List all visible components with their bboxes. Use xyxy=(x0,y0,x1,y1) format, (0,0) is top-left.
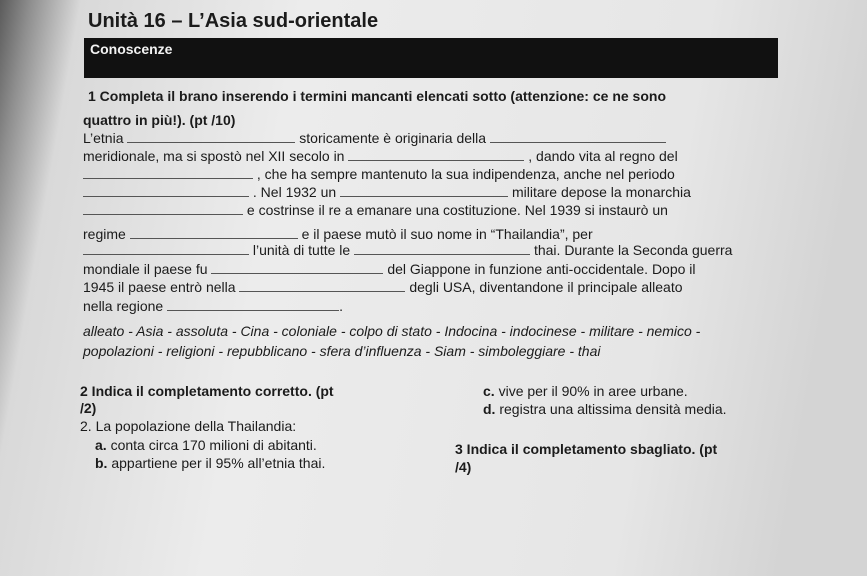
option-letter: d. xyxy=(483,401,496,417)
passage-line-2 xyxy=(83,148,678,164)
fill-blank[interactable] xyxy=(348,159,524,161)
ex2-question: 2. La popolazione della Thailandia: xyxy=(80,418,297,434)
passage-text: L’etnia xyxy=(83,130,124,146)
fill-blank[interactable] xyxy=(211,272,383,274)
passage-text: storicamente è originaria della xyxy=(299,130,487,146)
fill-blank[interactable] xyxy=(83,213,243,215)
passage-text: . xyxy=(339,298,343,314)
ex1-heading-line2: quattro in più!). (pt /10) xyxy=(83,112,236,128)
banner-label: Conoscenze xyxy=(90,41,173,57)
passage-line-1 xyxy=(83,130,666,146)
passage-text: militare depose la monarchia xyxy=(511,184,691,200)
passage-line-3 xyxy=(83,166,675,182)
ex2-heading-line1: 2 Indica il completamento corretto. (pt xyxy=(80,383,334,399)
fill-blank[interactable] xyxy=(130,237,298,239)
fill-blank[interactable] xyxy=(239,290,405,292)
fill-blank[interactable] xyxy=(83,177,253,179)
fill-blank[interactable] xyxy=(354,253,530,255)
page-title: Unità 16 – L’Asia sud-orientale xyxy=(88,10,379,32)
ex2-option-b[interactable] xyxy=(95,455,325,471)
option-letter: a. xyxy=(95,437,107,453)
fill-blank[interactable] xyxy=(127,141,295,143)
ex3-heading-line2: /4) xyxy=(455,459,472,475)
passage-text: 1945 il paese entrò nella xyxy=(83,279,236,295)
option-text: conta circa 170 milioni di abitanti. xyxy=(110,437,317,453)
passage-line-7 xyxy=(83,242,732,258)
passage-text: l’unità di tutte le xyxy=(252,242,351,258)
ex3-heading-line1: 3 Indica il completamento sbagliato. (pt xyxy=(455,441,718,457)
passage-text: mondiale il paese fu xyxy=(83,261,208,277)
ex2-option-a[interactable] xyxy=(95,437,317,453)
passage-text: thai. Durante la Seconda guerra xyxy=(533,242,733,258)
word-bank-line1: alleato - Asia - assoluta - Cina - coloniale - colpo di stato - Indocina - indocinese - militare - nemico - xyxy=(83,323,701,339)
ex2-heading-line2: /2) xyxy=(80,400,97,416)
section-banner xyxy=(84,38,778,78)
passage-text: del Giappone in funzione anti-occidentale. Dopo il xyxy=(387,261,696,277)
passage-text: regime xyxy=(83,226,126,242)
fill-blank[interactable] xyxy=(83,195,249,197)
fill-blank[interactable] xyxy=(83,253,249,255)
passage-text: e il paese mutò il suo nome in “Thailandia”, per xyxy=(301,226,593,242)
fill-blank[interactable] xyxy=(490,141,666,143)
passage-text: . Nel 1932 un xyxy=(252,184,337,200)
passage-text: degli USA, diventandone il principale alleato xyxy=(409,279,683,295)
option-letter: c. xyxy=(483,383,495,399)
option-letter: b. xyxy=(95,455,108,471)
passage-text: , che ha sempre mantenuto la sua indipendenza, anche nel periodo xyxy=(256,166,675,182)
fill-blank[interactable] xyxy=(340,195,508,197)
passage-line-9 xyxy=(83,279,683,295)
passage-line-5 xyxy=(83,202,668,218)
fill-blank[interactable] xyxy=(167,309,339,311)
ex2-option-c[interactable] xyxy=(483,383,688,399)
passage-text: nella regione xyxy=(83,298,164,314)
option-text: registra una altissima densità media. xyxy=(499,401,727,417)
option-text: appartiene per il 95% all’etnia thai. xyxy=(111,455,326,471)
passage-text: meridionale, ma si spostò nel XII secolo in xyxy=(83,148,345,164)
passage-line-4 xyxy=(83,184,691,200)
passage-text: , dando vita al regno del xyxy=(528,148,678,164)
ex2-option-d[interactable] xyxy=(483,401,727,417)
passage-line-8 xyxy=(83,261,696,277)
passage-line-6 xyxy=(83,226,593,242)
word-bank-line2: popolazioni - religioni - repubblicano - sfera d’influenza - Siam - simboleggiare - thai xyxy=(83,343,601,359)
option-text: vive per il 90% in aree urbane. xyxy=(498,383,688,399)
ex1-heading-line1: 1 Completa il brano inserendo i termini mancanti elencati sotto (attenzione: ce ne sono xyxy=(88,88,666,104)
passage-text: e costrinse il re a emanare una costituzione. Nel 1939 si instaurò un xyxy=(246,202,668,218)
passage-line-10 xyxy=(83,298,343,314)
